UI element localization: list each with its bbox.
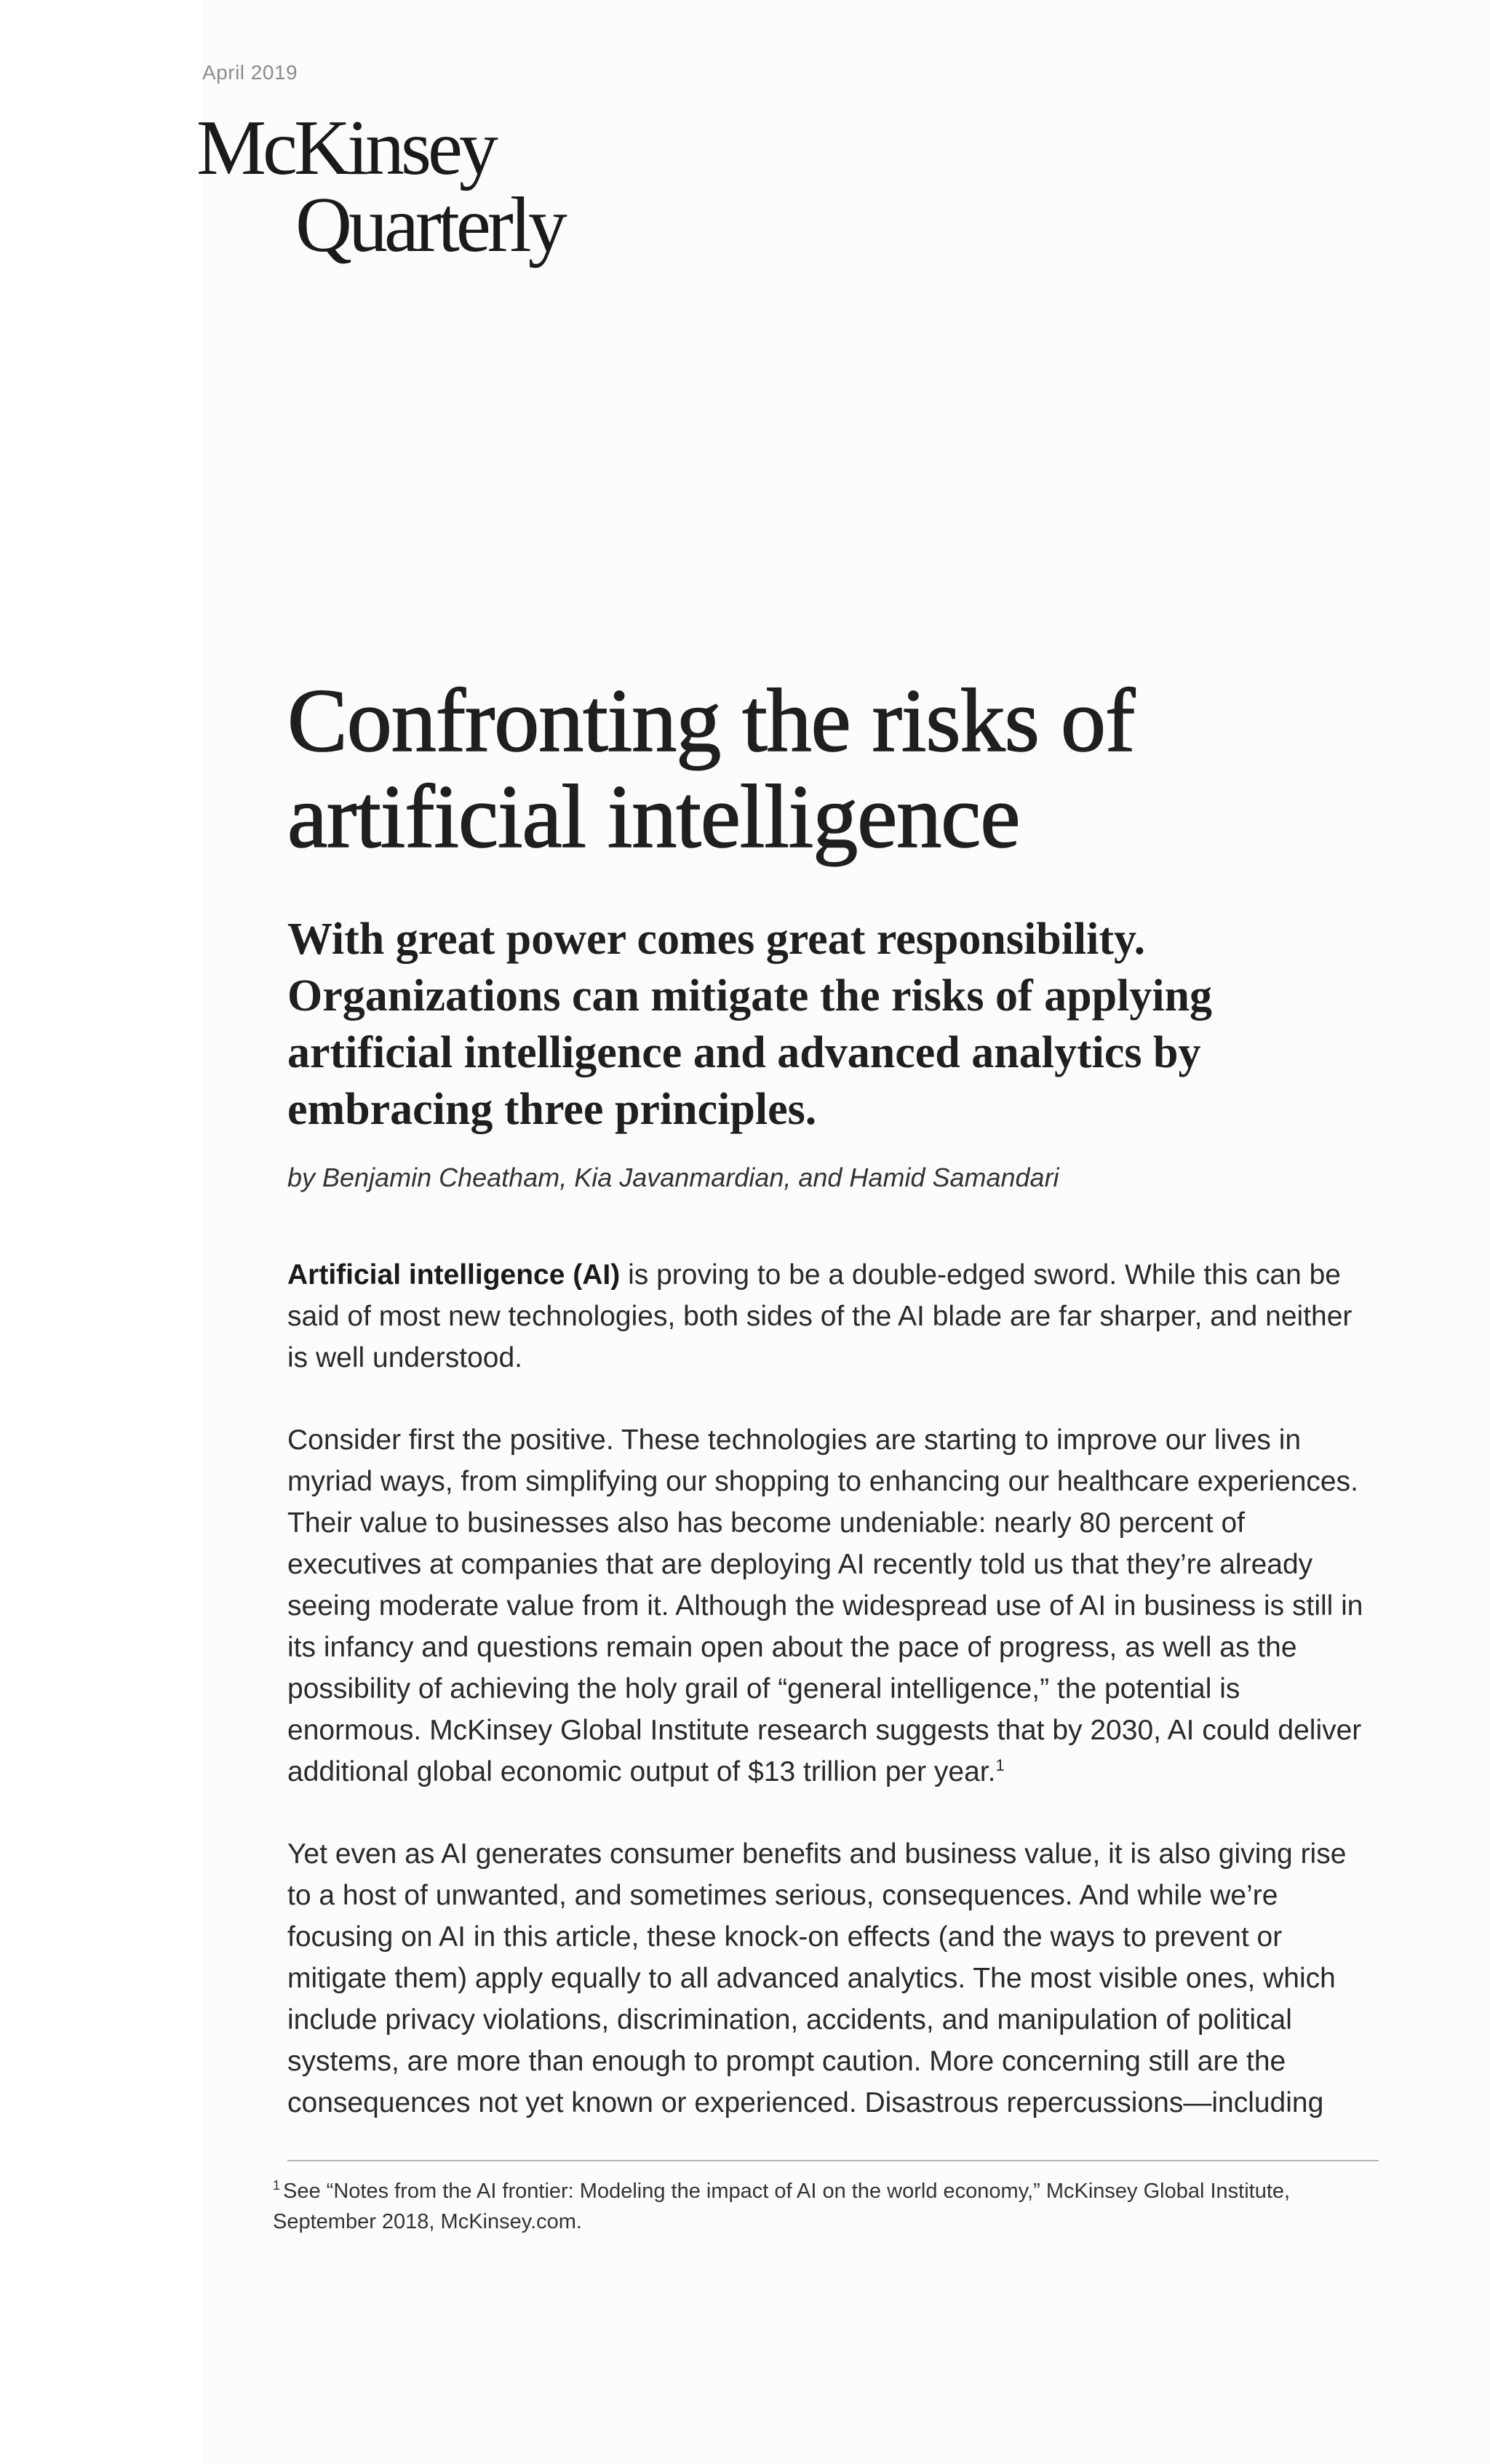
paragraph-text: is proving to be a double-edged sword. While this can be said of most new technologies, both sides of the AI blade are far sharper, and neither is well understood. xyxy=(287,1259,1352,1373)
logo-line-2: Quarterly xyxy=(295,182,564,268)
article-body xyxy=(287,1254,1371,2164)
paragraph-text: Consider first the positive. These technologies are starting to improve our lives in myriad ways, from simplifying our shopping to enhancing our healthcare experiences. Their value to businesses also has become undeniable: nearly 80 percent of executives at companies that are deploying AI recently told us that they’re already seeing moderate value from it. Although the widespread use of AI in business is still in its infancy and questions remain open about the pace of progress, as well as the possibility of achieving the holy grail of “general intelligence,” the potential is enormous. McKinsey Global Institute research suggests that by 2030, AI could deliver additional global economic output of $13 trillion per year. xyxy=(287,1424,1363,1787)
footnote-reference: 1 xyxy=(995,1756,1005,1774)
article-subtitle: With great power comes great responsibility. Organizations can mitigate the risks of applying artificial intelligence and advanced analytics by embracing three principles. xyxy=(287,914,1213,1134)
footnote-number: 1 xyxy=(273,2178,281,2193)
article-title: Confronting the risks of artificial intelligence xyxy=(287,671,1135,866)
logo-line-1: McKinsey xyxy=(196,105,495,191)
footnote xyxy=(273,2176,1379,2237)
body-paragraph-2 xyxy=(287,1419,1371,1793)
article-byline: by Benjamin Cheatham, Kia Javanmardian, and Hamid Samandari xyxy=(287,1163,1059,1192)
paragraph-text: Yet even as AI generates consumer benefits and business value, it is also giving rise to a host of unwanted, and sometimes serious, consequences. And while we’re focusing on AI in this article, these knock-on effects (and the ways to prevent or mitigate them) apply equally to all advanced analytics. The most visible ones, which include privacy violations, discrimination, accidents, and manipulation of political systems, are more than enough to prompt caution. More concerning still are the consequences not yet known or experienced. Disastrous repercussions—including xyxy=(287,1838,1347,2118)
body-paragraph-3 xyxy=(287,1833,1371,2124)
paragraph-lead-term: Artificial intelligence (AI) xyxy=(287,1259,621,1291)
mckinsey-quarterly-logo xyxy=(196,105,633,276)
body-paragraph-1 xyxy=(287,1254,1371,1379)
footnote-divider xyxy=(287,2160,1379,2161)
publication-date: April 2019 xyxy=(202,61,298,84)
footnote-text: See “Notes from the AI frontier: Modeling the impact of AI on the world economy,” McKinsey Global Institute, September 2018, McKinsey.com. xyxy=(273,2180,1291,2233)
